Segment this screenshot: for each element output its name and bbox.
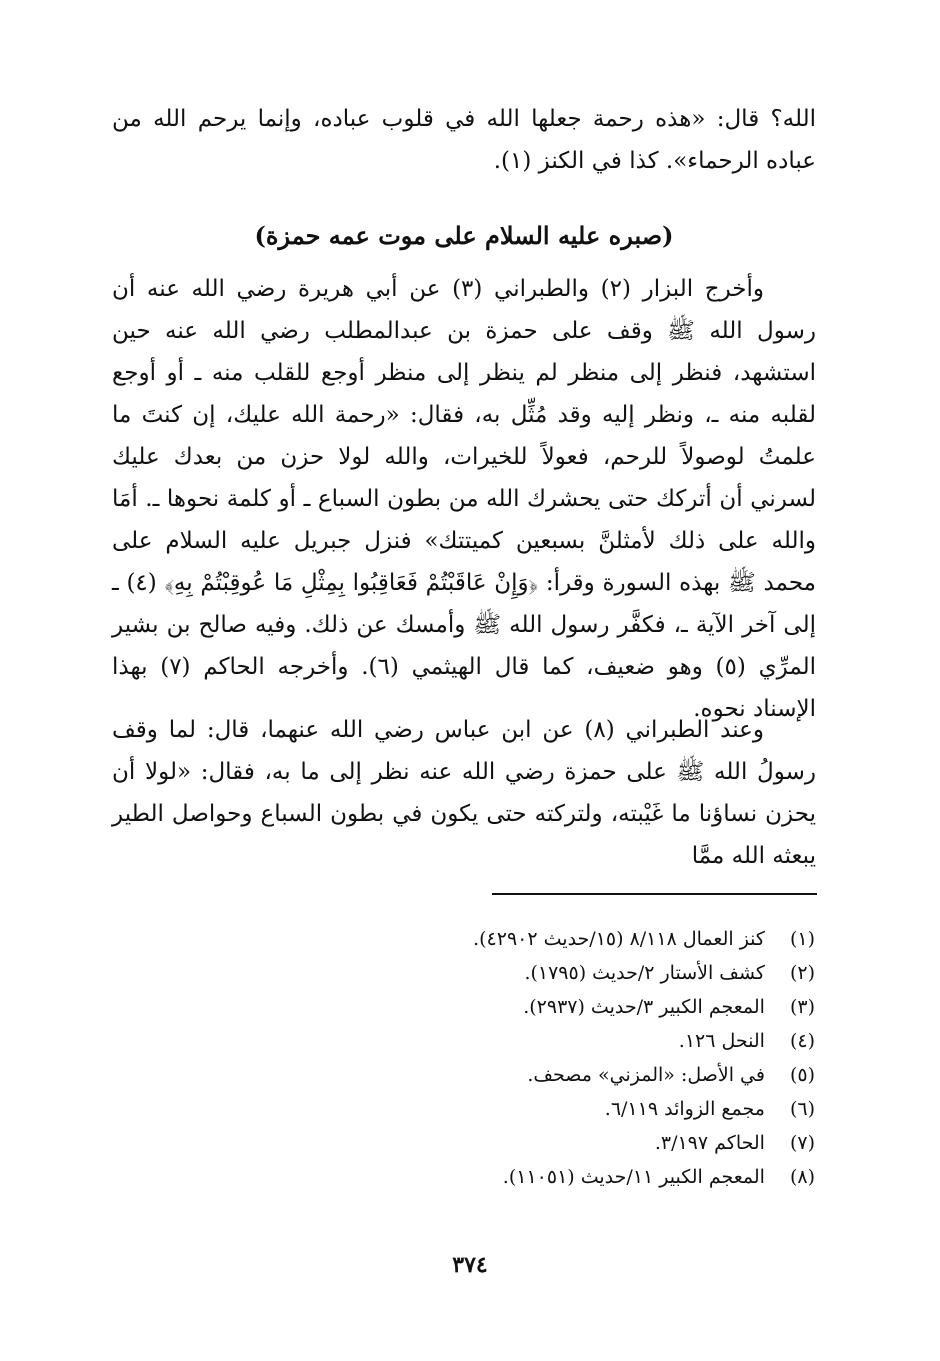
- page-number: ٣٧٤: [452, 1252, 488, 1278]
- footnotes-list: [300, 922, 815, 1194]
- footnote-item: [300, 922, 815, 956]
- footnote-item: [300, 1160, 815, 1194]
- footnote-text: المعجم الكبير ١١/حديث (١١٠٥١).: [502, 1166, 765, 1188]
- footnote-text: النحل ١٢٦.: [678, 1030, 765, 1052]
- footnote-number: (٧): [789, 1132, 815, 1154]
- footnote-number: (٨): [789, 1166, 815, 1188]
- footnote-text: الحاكم ٣/١٩٧.: [654, 1132, 765, 1154]
- footnote-number: (٢): [789, 962, 815, 984]
- footnote-item: [300, 1126, 815, 1160]
- footnote-text: في الأصل: «المزني» مصحف.: [527, 1064, 765, 1086]
- footnote-text: المعجم الكبير ٣/حديث (٢٩٣٧).: [523, 996, 765, 1018]
- footnote-number: (٤): [789, 1030, 815, 1052]
- body-paragraph-2: وأخرج البزار (٢) والطبراني (٣) عن أبي هريرة رضي الله عنه أن رسول الله ﷺ وقف على حمزة بن عبدالمطلب رضي الله عنه حين استشهد، فنظر إلى منظر لم ينظر إلى منظر أوجع للقلب منه ـ أو أوجع لقلبه منه ـ، ونظر إليه وقد مُثِّل به، فقال: «رحمة الله عليك، إن كنتَ ما علمتُ لوصولاً للرحم، فعولاً للخيرات، والله لولا حزن من بعدك عليك لسرني أن أتركك حتى يحشرك الله من بطون السباع ـ أو كلمة نحوها ـ. أمَا والله على ذلك لأمثلنَّ بسبعين كميتتك» فنزل جبريل عليه السلام على محمد ﷺ بهذه السورة وقرأ: ﴿وَإِنْ عَاقَبْتُمْ فَعَاقِبُوا بِمِثْلِ مَا عُوقِبْتُمْ بِهِ﴾ (٤) ـ إلى آخر الآية ـ، فكفَّر رسول الله ﷺ وأمسك عن ذلك. وفيه صالح بن بشير المرِّي (٥) وهو ضعيف، كما قال الهيثمي (٦). وأخرجه الحاكم (٧) بهذا الإسناد نحوه.: [112, 276, 817, 722]
- footnote-number: (١): [789, 928, 815, 950]
- body-paragraph-1: الله؟ قال: «هذه رحمة جعلها الله في قلوب عباده، وإنما يرحم الله من عباده الرحماء». كذا في الكنز (١).: [112, 106, 816, 174]
- footnote-item: [300, 1024, 815, 1058]
- footnote-item: [300, 956, 815, 990]
- footnote-text: كشف الأستار ٢/حديث (١٧٩٥).: [524, 962, 765, 984]
- footnote-item: [300, 1058, 815, 1092]
- footnote-number: (٥): [789, 1064, 815, 1086]
- footnote-item: [300, 1092, 815, 1126]
- section-heading: (صبره عليه السلام على موت عمه حمزة): [254, 221, 674, 250]
- body-paragraph-3: وعند الطبراني (٨) عن ابن عباس رضي الله عنهما، قال: لما وقف رسولُ الله ﷺ على حمزة رضي الله عنه نظر إلى ما به، فقال: «لولا أن يحزن نساؤنا ما غَيْبته، ولتركته حتى يكون في بطون السباع وحواصل الطير يبعثه الله ممَّا: [112, 717, 816, 869]
- footnote-number: (٣): [789, 996, 815, 1018]
- footnote-text: كنز العمال ٨/١١٨ (١٥/حديث ٤٢٩٠٢).: [473, 928, 765, 950]
- footnote-text: مجمع الزوائد ٦/١١٩.: [604, 1098, 765, 1120]
- footnote-item: [300, 990, 815, 1024]
- footnote-number: (٦): [789, 1098, 815, 1120]
- footnote-separator: [492, 893, 817, 895]
